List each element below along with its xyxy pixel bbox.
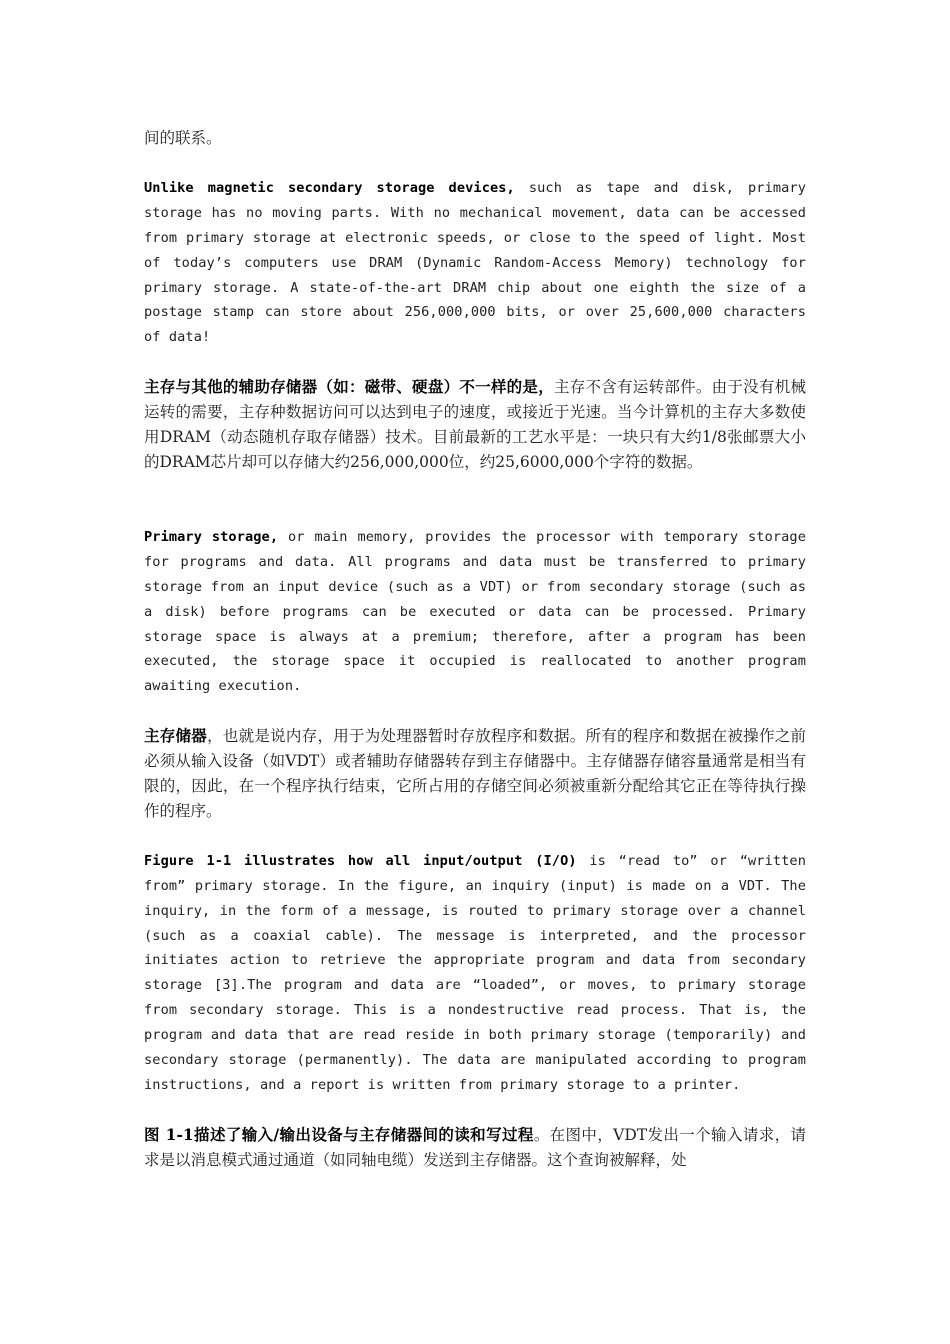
paragraph-spacer xyxy=(144,151,806,176)
paragraph-text: 。在图中，VDT发出一个输入请求，请求是以消息模式通过通道（如同轴电缆）发送到主存储器。这个查询被解释，处 xyxy=(144,1125,806,1169)
paragraph-english-primary-storage-speed xyxy=(144,176,806,350)
paragraph-chinese-primary-storage-speed xyxy=(144,375,806,475)
paragraph-text: ，也就是说内存，用于为处理器暂时存放程序和数据。所有的程序和数据在被操作之前必须从输入设备（如VDT）或者辅助存储器转存到主存储器中。主存储器存储容量通常是相当有限的，因此，在一个程序执行结束，它所占用的存储空间必须被重新分配给其它正在等待执行操作的程序。 xyxy=(144,727,806,820)
paragraph-lead-bold: 主存储器 xyxy=(144,726,208,746)
paragraph-spacer xyxy=(144,350,806,375)
paragraph-text: such as tape and disk, primary storage has no moving parts. With no mechanical movement, data can be accessed from primary storage at electronic speeds, or close to the speed of light. Most of today’s computers use DRAM (Dynamic Random-Access Memory) technology for primary storage. A state-of-the-art DRAM chip about one eighth the size of a postage stamp can store about 256,000,000 bits, or over 25,600,000 characters of data! xyxy=(144,179,807,346)
document-body xyxy=(144,126,806,1173)
paragraph-chinese-figure-1-1 xyxy=(144,1123,806,1173)
paragraph-text: is “read to” or “written from” primary storage. In the figure, an inquiry (input) is made on a VDT. The inquiry, in the form of a message, is routed to primary storage over a channel (such as a coaxial cable). The message is interpreted, and the processor initiates action to retrieve the appropriate program and data from secondary storage [3].The program and data are “loaded”, or moves, to primary storage from secondary storage. This is a nondestructive read process. That is, the program and data that are read reside in both primary storage (temporarily) and secondary storage (permanently). The data are manipulated according to program instructions, and a report is written from primary storage to a printer. xyxy=(144,852,807,1093)
paragraph-english-figure-1-1 xyxy=(144,849,806,1098)
paragraph-lead-bold: Figure 1-1 illustrates how all input/output (I/O) xyxy=(144,852,577,869)
paragraph-lead-bold: Primary storage, xyxy=(144,528,279,545)
paragraph-lead-bold: Unlike magnetic secondary storage devices, xyxy=(144,179,515,196)
paragraph-text: or main memory, provides the processor with temporary storage for programs and data. All programs and data must be transferred to primary storage from an input device (such as a VDT) or from secondary storage (such as a disk) before programs can be executed or data can be processed. Primary storage space is always at a premium; therefore, after a program has been executed, the storage space it occupied is reallocated to another program awaiting execution. xyxy=(144,528,807,695)
paragraph-english-main-memory xyxy=(144,525,806,699)
paragraph-spacer xyxy=(144,475,806,525)
paragraph-spacer xyxy=(144,1098,806,1123)
paragraph-text: 间的联系。 xyxy=(144,129,222,147)
paragraph-lead-bold: 主存与其他的辅助存储器（如：磁带、硬盘）不一样的是， xyxy=(144,377,554,397)
paragraph-spacer xyxy=(144,824,806,849)
paragraph-text: 主存不含有运转部件。由于没有机械运转的需要，主存种数据访问可以达到电子的速度，或接近于光速。当今计算机的主存大多数使用DRAM（动态随机存取存储器）技术。目前最新的工艺水平是：一块只有大约1/8张邮票大小的DRAM芯片却可以存储大约256,000,000位，约25,6000,000个字符的数据。 xyxy=(144,378,806,471)
paragraph-continuation xyxy=(144,126,806,151)
paragraph-lead-bold: 图 1-1描述了输入/输出设备与主存储器间的读和写过程 xyxy=(144,1124,534,1144)
paragraph-chinese-main-memory xyxy=(144,724,806,824)
paragraph-spacer xyxy=(144,699,806,724)
